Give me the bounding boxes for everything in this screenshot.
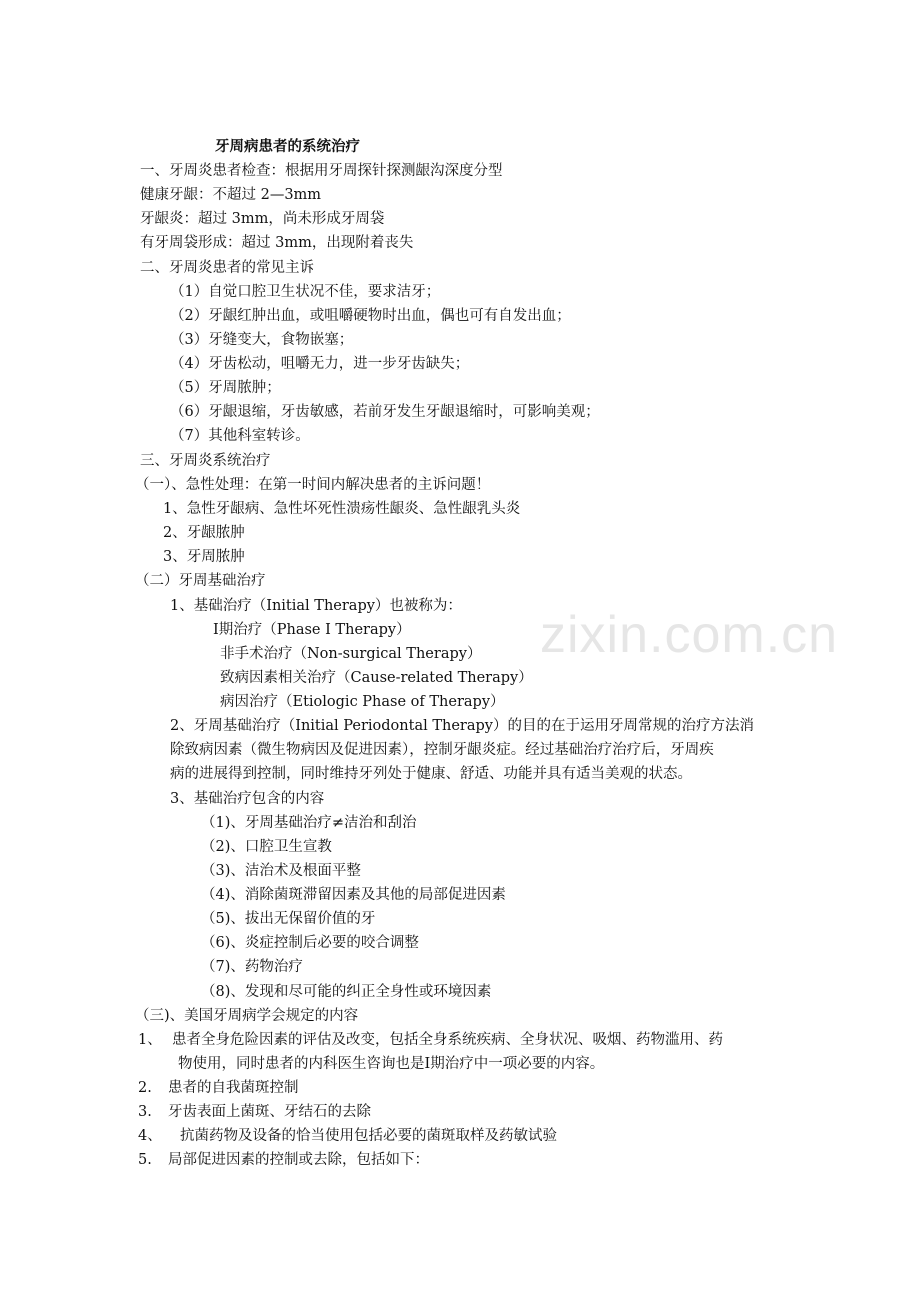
watermark: zixin.com.cn xyxy=(540,606,839,664)
text-line: 3、牙周脓肿 xyxy=(163,549,245,565)
section-heading: 三、牙周炎系统治疗 xyxy=(140,453,271,469)
list-item: 局部促进因素的控制或去除，包括如下： xyxy=(168,1152,429,1168)
list-number: 4、 xyxy=(138,1128,162,1144)
complaint-item: （3）牙缝变大，食物嵌塞； xyxy=(170,332,354,348)
subsection-heading: （二）牙周基础治疗 xyxy=(135,573,266,589)
text-line: 有牙周袋形成：超过 3mm，出现附着丧失 xyxy=(140,235,414,251)
content-item: （6)、炎症控制后必要的咬合调整 xyxy=(201,935,419,951)
list-number: 3. xyxy=(138,1104,152,1120)
content-item: （8)、发现和尽可能的纠正全身性或环境因素 xyxy=(201,984,492,1000)
text-line: 非手术治疗（Non-surgical Therapy） xyxy=(220,646,482,662)
section-heading: 二、牙周炎患者的常见主诉 xyxy=(140,260,314,276)
list-number: 1、 xyxy=(138,1032,162,1048)
page-title: 牙周病患者的系统治疗 xyxy=(215,138,360,155)
list-item-continuation: 物使用，同时患者的内科医生咨询也是Ⅰ期治疗中一项必要的内容。 xyxy=(178,1056,605,1072)
content-item: （1)、牙周基础治疗≠洁治和刮治 xyxy=(201,815,417,831)
subsection-heading: （三)、美国牙周病学会规定的内容 xyxy=(135,1008,359,1024)
content-item: （3)、洁治术及根面平整 xyxy=(201,863,361,879)
content-item: （2)、口腔卫生宣教 xyxy=(201,839,332,855)
list-item: 患者全身危险因素的评估及改变，包括全身系统疾病、全身状况、吸烟、药物滥用、药 xyxy=(172,1032,723,1048)
subsection-heading: （一）、急性处理：在第一时间内解决患者的主诉问题！ xyxy=(135,477,491,493)
text-line: 致病因素相关治疗（Cause-related Therapy） xyxy=(220,670,533,686)
content-item: （7)、药物治疗 xyxy=(201,959,303,975)
text-line: 1、基础治疗（Initial Therapy）也被称为： xyxy=(170,598,462,614)
section-heading: 一、牙周炎患者检查：根据用牙周探针探测龈沟深度分型 xyxy=(140,163,503,179)
complaint-item: （2）牙龈红肿出血，或咀嚼硬物时出血，偶也可有自发出血； xyxy=(170,308,571,324)
text-line: 3、基础治疗包含的内容 xyxy=(170,791,325,807)
list-item: 牙齿表面上菌斑、牙结石的去除 xyxy=(168,1104,371,1120)
text-line: Ⅰ期治疗（Phase Ⅰ Therapy） xyxy=(213,622,411,638)
content-item: （5)、拔出无保留价值的牙 xyxy=(201,911,376,927)
paragraph-line: 除致病因素（微生物病因及促进因素），控制牙龈炎症。经过基础治疗治疗后，牙周疾 xyxy=(170,742,714,758)
complaint-item: （6）牙龈退缩，牙齿敏感，若前牙发生牙龈退缩时，可影响美观； xyxy=(170,404,600,420)
complaint-item: （5）牙周脓肿； xyxy=(170,380,281,396)
text-line: 1、急性牙龈病、急性坏死性溃疡性龈炎、急性龈乳头炎 xyxy=(163,501,521,517)
paragraph-line: 病的进展得到控制，同时维持牙列处于健康、舒适、功能并具有适当美观的状态。 xyxy=(170,766,692,782)
list-item: 患者的自我菌斑控制 xyxy=(168,1080,299,1096)
list-item: 抗菌药物及设备的恰当使用包括必要的菌斑取样及药敏试验 xyxy=(180,1128,557,1144)
complaint-item: （7）其他科室转诊。 xyxy=(170,428,310,444)
text-line: 健康牙龈：不超过 2—3mm xyxy=(140,187,322,203)
content-item: （4)、消除菌斑滞留因素及其他的局部促进因素 xyxy=(201,887,506,903)
complaint-item: （4）牙齿松动，咀嚼无力，进一步牙齿缺失； xyxy=(170,356,470,372)
text-line: 牙龈炎：超过 3mm，尚未形成牙周袋 xyxy=(140,211,385,227)
list-number: 5. xyxy=(138,1152,152,1168)
text-line: 病因治疗（Etiologic Phase of Therapy） xyxy=(220,694,505,710)
complaint-item: （1）自觉口腔卫生状况不佳，要求洁牙； xyxy=(170,284,441,300)
paragraph-line: 2、牙周基础治疗（Initial Periodontal Therapy）的目的在于运用牙周常规的治疗方法消 xyxy=(170,718,754,734)
list-number: 2. xyxy=(138,1080,152,1096)
text-line: 2、牙龈脓肿 xyxy=(163,525,245,541)
